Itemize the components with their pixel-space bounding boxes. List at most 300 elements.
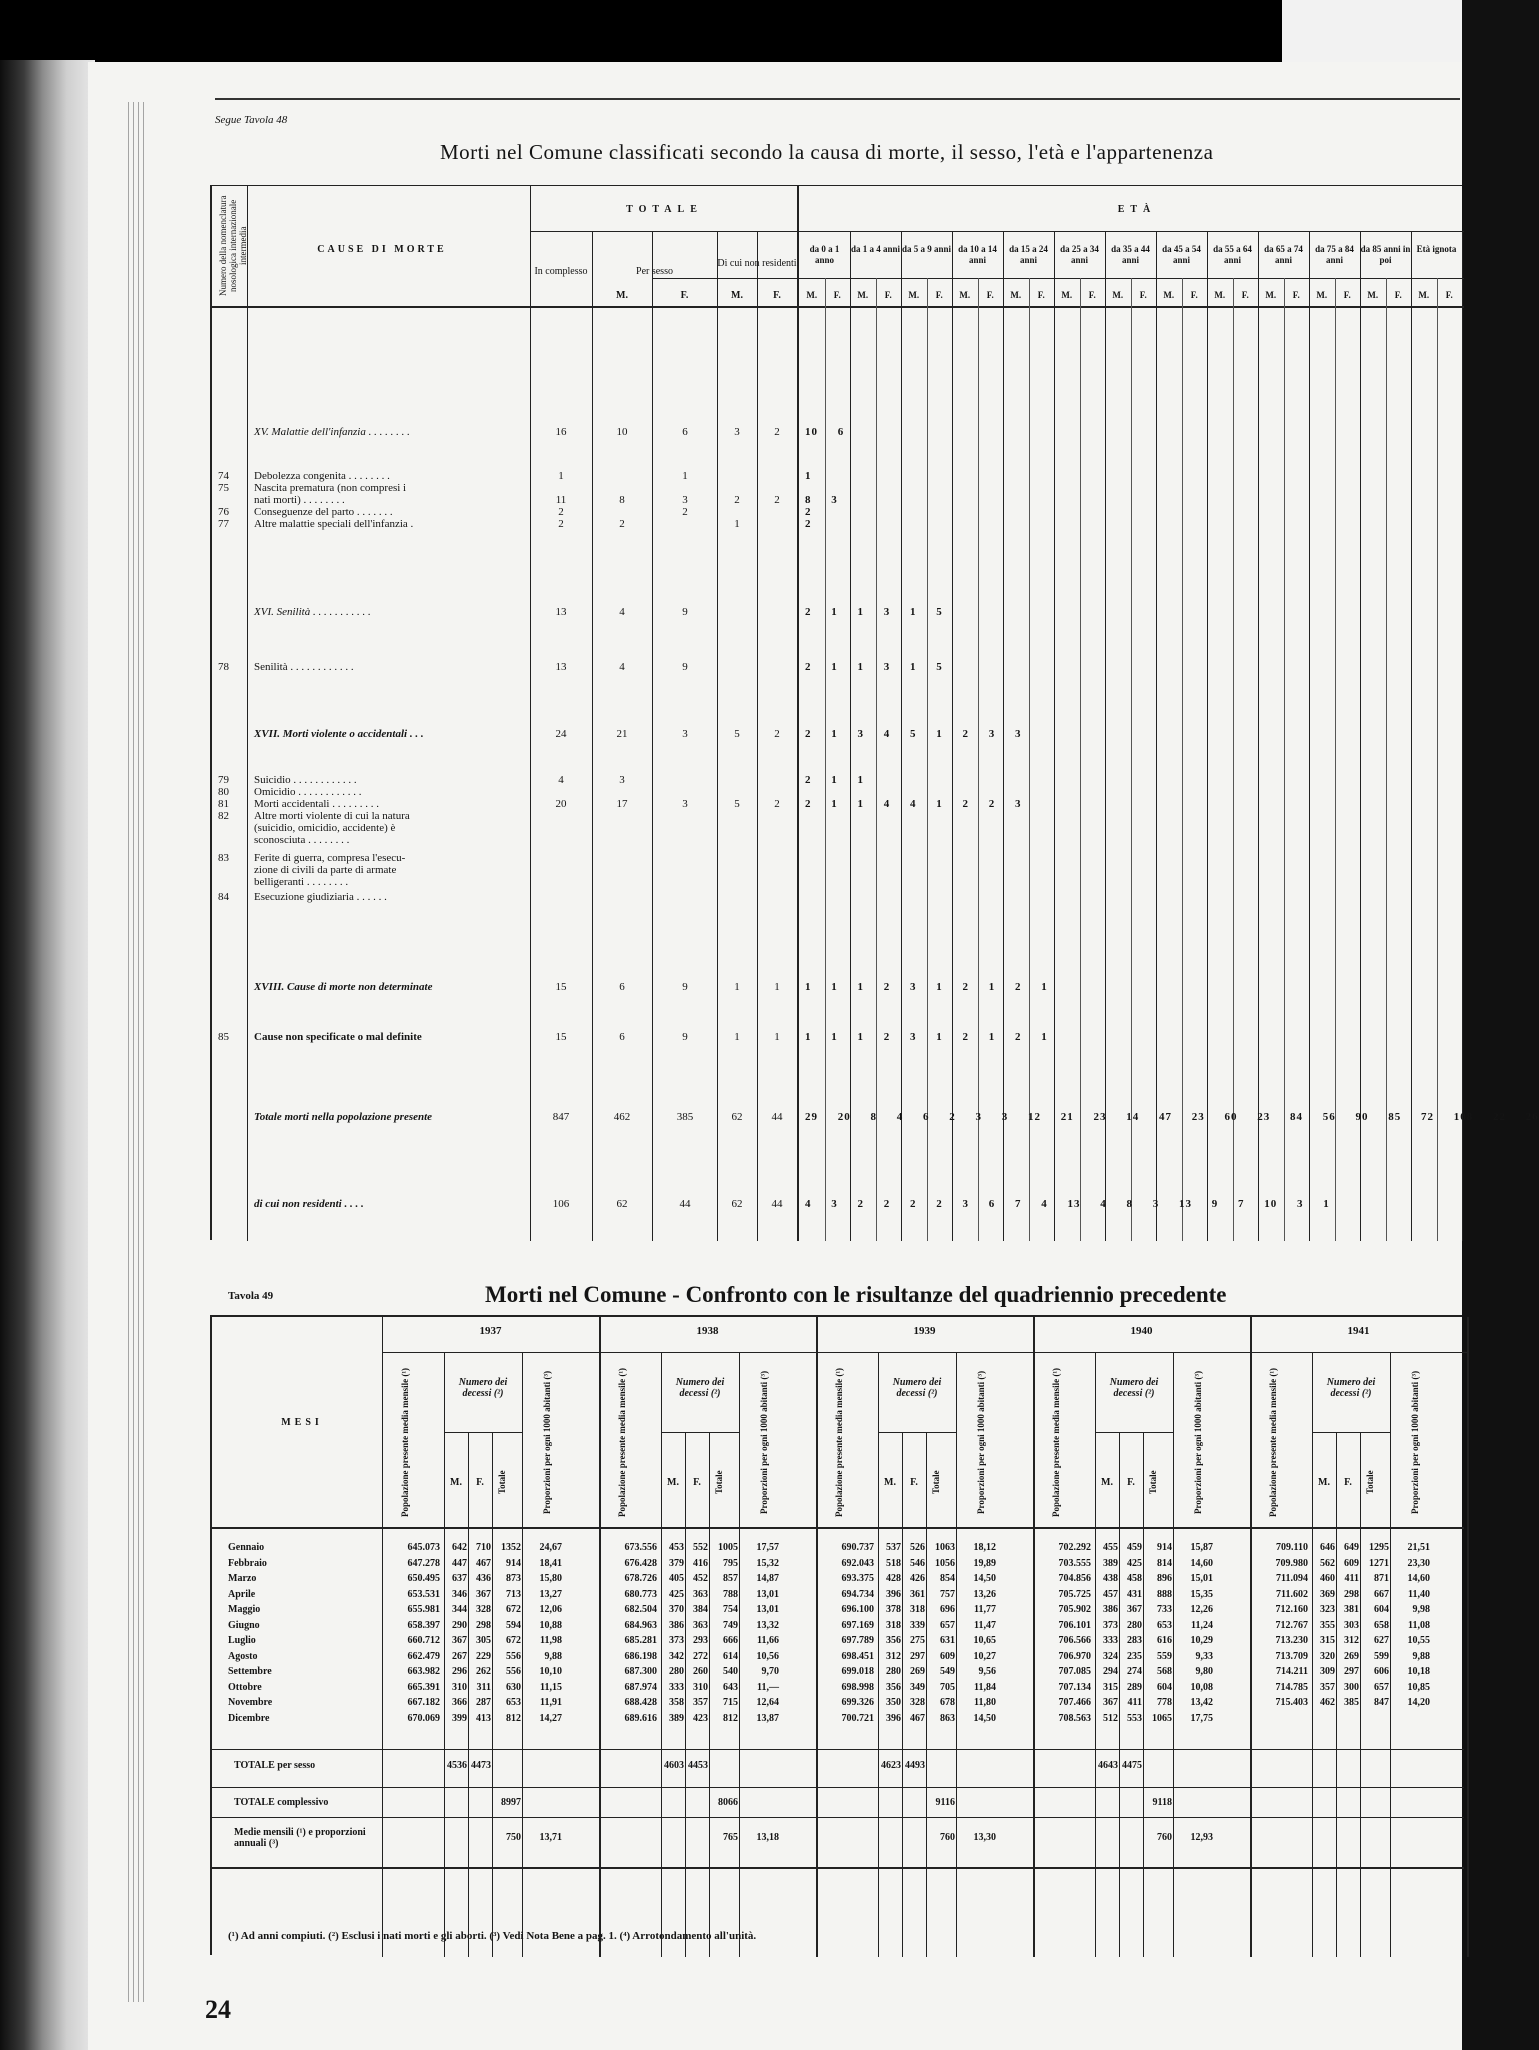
total-header: Totale (1148, 1470, 1158, 1494)
cause-label: zione di civili da parte di armate (254, 864, 397, 876)
male-deaths: 367 (452, 1635, 467, 1646)
population-value: 682.504 (624, 1604, 657, 1615)
female-deaths: 411 (1344, 1573, 1359, 1584)
col-divider (709, 1432, 710, 1957)
male-deaths: 396 (886, 1588, 901, 1600)
male-header: M. (731, 290, 743, 301)
population-value: 700.721 (841, 1712, 874, 1724)
total-value: 847 (552, 1111, 570, 1123)
total-deaths: 1005 (718, 1542, 738, 1553)
male-value: 3 (619, 774, 625, 786)
proportion-value: 10,10 (539, 1666, 562, 1677)
total-deaths: 643 (723, 1681, 738, 1693)
scan-dark-border-top (0, 0, 1462, 70)
population-value: 686.198 (624, 1650, 657, 1662)
year-header: 1937 (479, 1325, 502, 1337)
table-row (212, 426, 1464, 438)
nonres-female-value: 2 (774, 798, 780, 810)
female-deaths: 260 (693, 1666, 708, 1677)
population-value: 667.182 (407, 1697, 440, 1708)
age-group-header: da 15 a 24 anni (1009, 244, 1048, 265)
female-deaths: 553 (1127, 1712, 1142, 1724)
age-values: 2 (805, 506, 812, 518)
population-value: 712.160 (1275, 1604, 1308, 1615)
age-group-header: da 75 a 84 anni (1315, 244, 1354, 265)
population-value: 692.043 (841, 1557, 874, 1569)
total-deaths: 594 (506, 1619, 521, 1631)
cause-label: Omicidio . . . . . . . . . . . . (254, 786, 362, 798)
proportion-value: 15,32 (756, 1557, 779, 1569)
total-deaths: 599 (1374, 1650, 1389, 1662)
male-deaths: 315 (1320, 1635, 1335, 1646)
total-deaths: 914 (506, 1557, 521, 1569)
nomenclature-code: 77 (218, 518, 229, 530)
female-value: 3 (682, 728, 688, 740)
total-header: Totale (931, 1470, 941, 1494)
male-deaths: 356 (886, 1635, 901, 1646)
female-deaths: 425 (1127, 1557, 1142, 1569)
annual-proportion: 12,93 (1190, 1832, 1213, 1843)
male-deaths: 428 (886, 1573, 901, 1584)
age-group-header: da 65 a 74 anni (1264, 244, 1303, 265)
population-value: 687.974 (624, 1681, 657, 1693)
nonres-male-value: 62 (731, 1111, 743, 1123)
total-deaths: 854 (940, 1573, 955, 1584)
male-deaths: 290 (452, 1619, 467, 1631)
female-deaths: 283 (1127, 1635, 1142, 1646)
total-deaths: 1063 (935, 1542, 955, 1553)
male-deaths: 378 (886, 1604, 901, 1615)
female-value: 6 (682, 426, 688, 438)
female-deaths: 467 (476, 1557, 491, 1569)
cause-label: Esecuzione giudiziaria . . . . . . (254, 891, 387, 903)
total-deaths: 713 (506, 1588, 521, 1600)
female-deaths: 546 (910, 1557, 925, 1569)
total-deaths: 631 (940, 1635, 955, 1646)
cause-label: sconosciuta . . . . . . . . (254, 834, 350, 846)
month-label: Aprile (228, 1588, 256, 1600)
total-deaths: 672 (506, 1635, 521, 1646)
proportion-value: 19,89 (973, 1557, 996, 1569)
total-deaths: 873 (506, 1573, 521, 1584)
male-value: 10 (616, 426, 628, 438)
total-deaths: 678 (940, 1697, 955, 1708)
female-header: F. (773, 290, 781, 301)
male-deaths: 518 (886, 1557, 901, 1569)
monthly-average: 760 (1157, 1832, 1172, 1843)
age-values: 2 1 1 (805, 774, 864, 786)
deaths-header: Numero dei decessi (²) (1326, 1377, 1376, 1399)
deaths-header: Numero dei decessi (²) (458, 1377, 508, 1399)
total-deaths: 705 (940, 1681, 955, 1693)
population-value: 713.709 (1275, 1650, 1308, 1662)
population-value: 702.292 (1058, 1542, 1091, 1553)
total-value: 13 (555, 606, 567, 618)
population-header: Popolazione presente media mensile (¹) (834, 1367, 844, 1517)
col-divider (685, 1432, 686, 1957)
male-value: 6 (619, 1031, 625, 1043)
population-value: 707.466 (1058, 1697, 1091, 1708)
proportion-value: 21,51 (1407, 1542, 1430, 1553)
total-deaths: 871 (1374, 1573, 1389, 1584)
total-deaths: 627 (1374, 1635, 1389, 1646)
total-deaths: 696 (940, 1604, 955, 1615)
total-deaths: 657 (940, 1619, 955, 1631)
total-deaths: 658 (1374, 1619, 1389, 1631)
row-divider (878, 1432, 956, 1433)
female-header: F. (910, 1477, 918, 1488)
female-deaths: 357 (693, 1697, 708, 1708)
age-values: 8 3 (805, 494, 838, 506)
female-header: F. (935, 290, 943, 300)
cause-label: di cui non residenti . . . . (254, 1198, 364, 1210)
total-deaths: 549 (940, 1666, 955, 1677)
age-values: 2 1 1 4 4 1 2 2 3 (805, 798, 1022, 810)
female-deaths: 367 (1127, 1604, 1142, 1615)
table-row (212, 606, 1464, 618)
row-divider (661, 1432, 739, 1433)
proportion-value: 14,87 (756, 1573, 779, 1584)
population-value: 706.566 (1058, 1635, 1091, 1646)
cause-label: Conseguenze del parto . . . . . . . (254, 506, 393, 518)
proportion-value: 10,18 (1407, 1666, 1430, 1677)
total-value: 1 (558, 470, 564, 482)
total-deaths: 1352 (501, 1542, 521, 1553)
proportion-value: 11,24 (1191, 1619, 1213, 1631)
male-deaths: 379 (669, 1557, 684, 1569)
top-rule (215, 98, 1460, 100)
total-deaths: 657 (1374, 1681, 1389, 1693)
proportion-value: 13,87 (756, 1712, 779, 1724)
page-gutter-texture (128, 102, 148, 2002)
female-deaths: 526 (910, 1542, 925, 1553)
male-deaths: 457 (1103, 1588, 1118, 1600)
nonres-female-value: 2 (774, 494, 780, 506)
female-deaths: 275 (910, 1635, 925, 1646)
nomenclature-code: 84 (218, 891, 229, 903)
age-values: 1 1 1 2 3 1 2 1 2 1 (805, 981, 1048, 993)
male-deaths: 346 (452, 1588, 467, 1600)
population-value: 699.018 (841, 1666, 874, 1677)
male-deaths: 320 (1320, 1650, 1335, 1662)
population-value: 697.789 (841, 1635, 874, 1646)
population-value: 688.428 (624, 1697, 657, 1708)
total-deaths: 666 (723, 1635, 738, 1646)
female-header: F. (884, 290, 892, 300)
population-value: 655.981 (407, 1604, 440, 1615)
table-row (212, 774, 1464, 786)
header-continuation: Segue Tavola 48 (215, 114, 288, 126)
male-deaths: 342 (669, 1650, 684, 1662)
female-deaths: 235 (1127, 1650, 1142, 1662)
female-deaths: 413 (476, 1712, 491, 1724)
male-header: M. (884, 1477, 896, 1488)
month-label: Dicembre (228, 1712, 270, 1724)
male-deaths: 367 (1103, 1697, 1118, 1708)
table-row (212, 518, 1464, 530)
proportion-value: 14,27 (539, 1712, 562, 1724)
total-deaths: 1271 (1369, 1557, 1389, 1569)
total-deaths: 754 (723, 1604, 738, 1615)
proportion-value: 11,40 (1408, 1588, 1430, 1600)
total-deaths: 812 (506, 1712, 521, 1724)
proportion-header: Proporzioni per ogni 1000 abitanti (³) (1193, 1370, 1203, 1514)
age-group-header: da 5 a 9 anni (901, 244, 952, 254)
col-divider (530, 186, 531, 1241)
nonres-female-value: 44 (771, 1198, 783, 1210)
nomenclature-code: 74 (218, 470, 229, 482)
proportion-header: Proporzioni per ogni 1000 abitanti (³) (542, 1370, 552, 1514)
total-deaths: 1065 (1152, 1712, 1172, 1724)
male-deaths: 389 (669, 1712, 684, 1724)
population-value: 650.495 (407, 1573, 440, 1584)
male-deaths: 460 (1320, 1573, 1335, 1584)
male-deaths: 537 (886, 1542, 901, 1553)
proportion-value: 14,60 (1407, 1573, 1430, 1584)
female-deaths: 552 (693, 1542, 708, 1553)
table-row (212, 981, 1464, 993)
total-deaths: 614 (723, 1650, 738, 1662)
female-deaths: 349 (910, 1681, 925, 1693)
total-value: 15 (555, 981, 567, 993)
total-male: 4643 (1098, 1760, 1118, 1771)
per-sesso-header: Per sesso (636, 266, 673, 277)
population-value: 680.773 (624, 1588, 657, 1600)
proportion-value: 12,64 (756, 1697, 779, 1708)
population-header: Popolazione presente media mensile (¹) (400, 1367, 410, 1517)
male-deaths: 323 (1320, 1604, 1335, 1615)
proportion-value: 11,15 (540, 1681, 562, 1693)
row-divider (444, 1432, 522, 1433)
cause-label: Senilità . . . . . . . . . . . . (254, 661, 354, 673)
cause-label: Morti accidentali . . . . . . . . . (254, 798, 379, 810)
proportion-header: Proporzioni per ogni 1000 abitanti (³) (1410, 1370, 1420, 1514)
female-deaths: 280 (1127, 1619, 1142, 1631)
female-header: F. (1394, 290, 1402, 300)
female-header: F. (680, 290, 689, 301)
population-value: 714.211 (1276, 1666, 1308, 1677)
month-label: Agosto (228, 1650, 258, 1662)
male-deaths: 310 (452, 1681, 467, 1693)
male-deaths: 344 (452, 1604, 467, 1615)
population-value: 685.281 (624, 1635, 657, 1646)
population-value: 647.278 (407, 1557, 440, 1569)
female-header: F. (1139, 290, 1147, 300)
age-group-header: da 35 a 44 anni (1111, 244, 1150, 265)
male-deaths: 355 (1320, 1619, 1335, 1631)
female-value: 9 (682, 606, 688, 618)
totale-header: TOTALE (626, 204, 703, 215)
proportion-value: 13,32 (756, 1619, 779, 1631)
total-deaths: 749 (723, 1619, 738, 1631)
total-deaths: 733 (1157, 1604, 1172, 1615)
row-divider (652, 278, 1464, 279)
proportion-value: 13,27 (539, 1588, 562, 1600)
col-divider (247, 186, 248, 1241)
male-deaths: 280 (669, 1666, 684, 1677)
male-deaths: 462 (1320, 1697, 1335, 1708)
total-deaths: 556 (506, 1666, 521, 1677)
total-deaths: 788 (723, 1588, 738, 1600)
population-value: 678.726 (624, 1573, 657, 1584)
cause-label: Altre malattie speciali dell'infanzia . (254, 518, 414, 530)
month-label: Luglio (228, 1635, 256, 1646)
age-values: 1 1 1 2 3 1 2 1 2 1 (805, 1031, 1048, 1043)
col-divider (797, 186, 799, 1241)
population-value: 693.375 (841, 1573, 874, 1584)
total-deaths: 888 (1157, 1588, 1172, 1600)
male-deaths: 373 (1103, 1619, 1118, 1631)
population-value: 665.391 (407, 1681, 440, 1693)
proportion-value: 10,55 (1407, 1635, 1430, 1646)
female-header: F. (1241, 290, 1249, 300)
female-deaths: 431 (1127, 1588, 1142, 1600)
monthly-average: 760 (940, 1832, 955, 1843)
total-female: 4493 (905, 1760, 925, 1771)
male-deaths: 386 (669, 1619, 684, 1631)
age-group-header: da 25 a 34 anni (1060, 244, 1099, 265)
population-value: 689.616 (624, 1712, 657, 1724)
monthly-average: 750 (506, 1832, 521, 1843)
proportion-header: Proporzioni per ogni 1000 abitanti (³) (976, 1370, 986, 1514)
age-values: 2 (805, 518, 812, 530)
age-sex-divider (978, 278, 979, 1241)
comparison-table (210, 1315, 1462, 1955)
proportion-value: 17,75 (1190, 1712, 1213, 1724)
col-divider (492, 1432, 493, 1957)
cause-label: (suicidio, omicidio, accidente) è (254, 822, 396, 834)
male-header: M. (806, 290, 818, 300)
female-value: 9 (682, 661, 688, 673)
total-deaths: 559 (1157, 1650, 1172, 1662)
total-value: 16 (555, 426, 567, 438)
male-deaths: 369 (1320, 1588, 1335, 1600)
population-value: 705.725 (1058, 1588, 1091, 1600)
col-divider (1119, 1432, 1120, 1957)
population-value: 709.110 (1276, 1542, 1308, 1553)
female-header: F. (1190, 290, 1198, 300)
female-deaths: 298 (1344, 1588, 1359, 1600)
male-deaths: 396 (886, 1712, 901, 1724)
population-header: Popolazione presente media mensile (¹) (617, 1367, 627, 1517)
female-deaths: 609 (1344, 1557, 1359, 1569)
male-header: M. (1367, 290, 1379, 300)
cause-label: nati morti) . . . . . . . . (254, 494, 345, 506)
nonres-female-value: 2 (774, 728, 780, 740)
male-header: M. (667, 1477, 679, 1488)
total-deaths: 604 (1157, 1681, 1172, 1693)
total-deaths: 896 (1157, 1573, 1172, 1584)
population-value: 653.531 (407, 1588, 440, 1600)
male-deaths: 358 (669, 1697, 684, 1708)
year-header: 1939 (913, 1325, 936, 1337)
annual-proportion: 13,18 (756, 1832, 779, 1843)
male-deaths: 350 (886, 1697, 901, 1708)
female-deaths: 287 (476, 1697, 491, 1708)
total-value: 15 (555, 1031, 567, 1043)
eta-header: ETÀ (1117, 204, 1157, 215)
male-header: M. (616, 290, 628, 301)
female-deaths: 298 (476, 1619, 491, 1631)
female-deaths: 385 (1344, 1697, 1359, 1708)
total-deaths: 568 (1157, 1666, 1172, 1677)
nonres-male-value: 2 (734, 494, 740, 506)
proportion-value: 15,87 (1190, 1542, 1213, 1553)
proportion-value: 10,88 (539, 1619, 562, 1631)
proportion-value: 11,66 (757, 1635, 779, 1646)
cause-label: Cause non specificate o mal definite (254, 1031, 422, 1043)
female-header: F. (1088, 290, 1096, 300)
age-sex-divider (927, 278, 928, 1241)
table-row (212, 470, 1464, 482)
male-deaths: 642 (452, 1542, 467, 1553)
total-value: 2 (558, 518, 564, 530)
nonres-male-value: 5 (734, 728, 740, 740)
male-value: 462 (613, 1111, 631, 1123)
total-by-sex-label: TOTALE per sesso (234, 1760, 316, 1771)
male-deaths: 453 (669, 1542, 684, 1553)
year-header: 1940 (1130, 1325, 1153, 1337)
cause-label: Debolezza congenita . . . . . . . . (254, 470, 390, 482)
population-value: 707.134 (1058, 1681, 1091, 1693)
population-value: 694.734 (841, 1588, 874, 1600)
male-deaths: 294 (1103, 1666, 1118, 1677)
causes-table (210, 185, 1539, 1240)
male-deaths: 333 (669, 1681, 684, 1693)
table-row (212, 834, 1464, 846)
cause-label: Totale morti nella popolazione presente (254, 1111, 433, 1123)
year-underline (1250, 1352, 1467, 1353)
female-header: F. (1127, 1477, 1135, 1488)
proportion-value: 11,47 (974, 1619, 996, 1631)
proportion-value: 13,01 (756, 1588, 779, 1600)
cause-label: XVI. Senilità . . . . . . . . . . . (254, 606, 371, 618)
female-header: F. (1343, 290, 1351, 300)
total-value: 2 (558, 506, 564, 518)
proportion-value: 9,56 (978, 1666, 996, 1677)
total-deaths: 757 (940, 1588, 955, 1600)
population-value: 676.428 (624, 1557, 657, 1569)
table-row (212, 506, 1464, 518)
nomenclature-code: 81 (218, 798, 229, 810)
total-overall: 8066 (718, 1797, 738, 1808)
female-deaths: 297 (1344, 1666, 1359, 1677)
age-values: 10 6 (805, 426, 845, 438)
age-sex-divider (1233, 278, 1234, 1241)
male-header: M. (908, 290, 920, 300)
female-header: F. (1344, 1477, 1352, 1488)
population-header: Popolazione presente media mensile (¹) (1268, 1367, 1278, 1517)
age-sex-divider (1284, 278, 1285, 1241)
female-value: 2 (682, 506, 688, 518)
col-divider (926, 1432, 927, 1957)
age-group-header: da 1 a 4 anni (850, 244, 901, 254)
nonres-female-value: 1 (774, 1031, 780, 1043)
male-value: 4 (619, 606, 625, 618)
female-deaths: 452 (693, 1573, 708, 1584)
header-bottom-rule (212, 306, 1464, 308)
male-header: M. (1010, 290, 1022, 300)
female-value: 9 (682, 1031, 688, 1043)
female-deaths: 318 (910, 1604, 925, 1615)
proportion-value: 14,50 (973, 1573, 996, 1584)
year-header: 1941 (1347, 1325, 1370, 1337)
male-deaths: 370 (669, 1604, 684, 1615)
male-value: 17 (616, 798, 628, 810)
male-deaths: 386 (1103, 1604, 1118, 1615)
proportion-value: 12,26 (1190, 1604, 1213, 1615)
proportion-value: 18,41 (539, 1557, 562, 1569)
